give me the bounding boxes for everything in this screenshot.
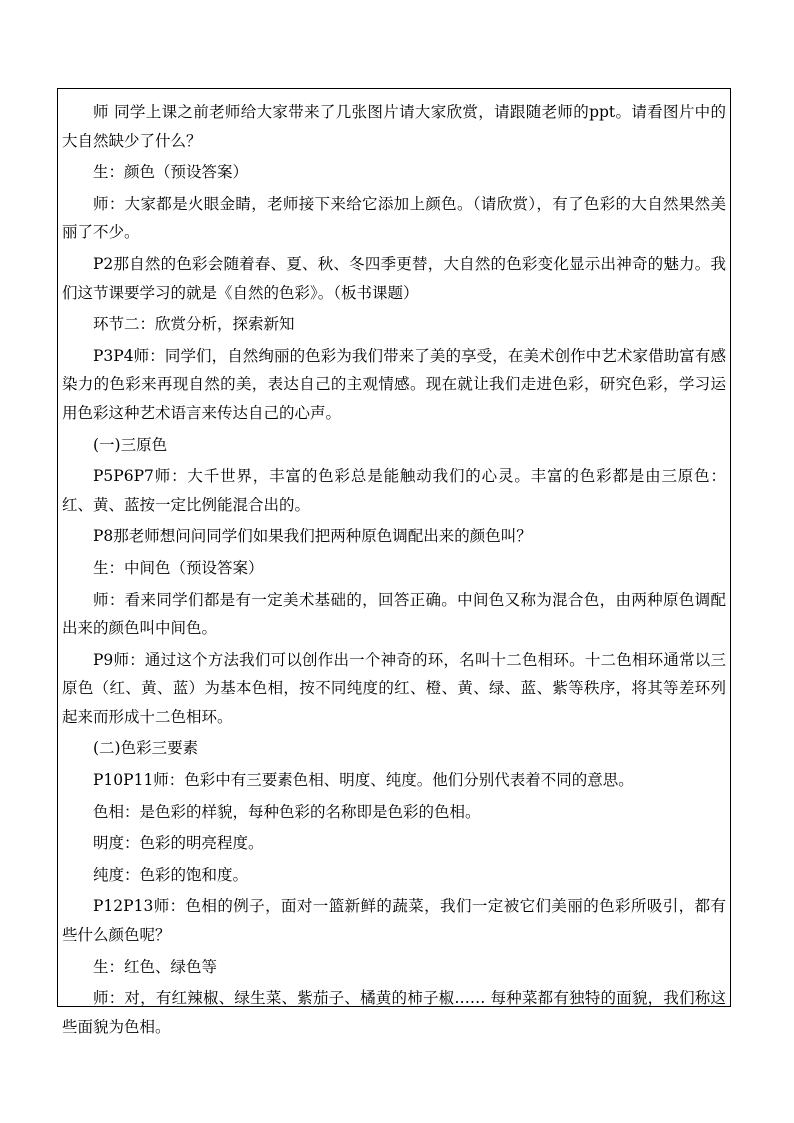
lesson-content: [62, 98, 726, 1044]
table-top-rule: [57, 88, 731, 89]
paragraph-student-answer-secondary: 生：中间色（预设答案）: [93, 558, 264, 577]
paragraph-p2-seasons: P2那自然的色彩会随着春、夏、秋、冬四季更替，大自然的色彩变化显示出神奇的魅力。我们这节课要学习的就是《自然的色彩》。（板书课题）: [62, 254, 726, 302]
subheading-primary-colors: (一)三原色: [93, 435, 168, 454]
paragraph-intro-question: 师 同学上课之前老师给大家带来了几张图片请大家欣赏，请跟随老师的ppt。请看图片中的大自然缺少了什么？: [62, 103, 726, 150]
paragraph-teacher-vegetables-hue: 师：对，有红辣椒、绿生菜、紫茄子、橘黄的柿子椒…… 每种菜都有独特的面貌，我们称这些面貌为色相。: [62, 989, 726, 1036]
paragraph-value-definition: 明度：色彩的明亮程度。: [93, 834, 264, 853]
paragraph-student-answer-red-green: 生：红色、绿色等: [93, 957, 218, 976]
paragraph-teacher-add-color: 师：大家都是火眼金睛，老师接下来给它添加上颜色。（请欣赏），有了色彩的大自然果然美丽了不少。: [62, 194, 726, 242]
paragraph-p9-color-wheel: P9师：通过这个方法我们可以创作出一个神奇的环，名叫十二色相环。十二色相环通常以三原色（红、黄、蓝）为基本色相，按不同纯度的红、橙、黄、绿、蓝、紫等秩序，将其等差环列起来而形成十二色相环。: [62, 650, 726, 726]
paragraph-student-answer-color: 生：颜色（预设答案）: [93, 163, 249, 182]
paragraph-hue-definition: 色相：是色彩的样貌，每种色彩的名称即是色彩的色相。: [93, 802, 481, 821]
paragraph-p3p4-intro: P3P4师：同学们，自然绚丽的色彩为我们带来了美的享受，在美术创作中艺术家借助富有感染力的色彩来再现自然的美，表达自己的主观情感。现在就让我们走进色彩，研究色彩，学习运用色彩这种艺术语言来传达自己的心声。: [62, 346, 726, 422]
paragraph-p10p11-elements: P10P11师：色彩中有三要素色相、明度、纯度。他们分别代表着不同的意思。: [93, 771, 634, 790]
paragraph-teacher-secondary-color: 师：看来同学们都是有一定美术基础的，回答正确。中间色又称为混合色，由两种原色调配出来的颜色叫中间色。: [62, 590, 726, 638]
paragraph-p5-p7-primary-colors: P5P6P7师：大千世界，丰富的色彩总是能触动我们的心灵。丰富的色彩都是由三原色：红、黄、蓝按一定比例能混合出的。: [62, 467, 726, 514]
section-heading-step-two: 环节二：欣赏分析，探索新知: [93, 315, 295, 334]
paragraph-saturation-definition: 纯度：色彩的饱和度。: [93, 865, 249, 884]
paragraph-p8-question: P8那老师想问问同学们如果我们把两种原色调配出来的颜色叫？: [93, 527, 532, 546]
paragraph-p12p13-example: P12P13师：色相的例子，面对一篮新鲜的蔬菜，我们一定被它们美丽的色彩所吸引，都有些什么颜色呢？: [62, 897, 726, 945]
subheading-three-elements: (二)色彩三要素: [93, 739, 199, 758]
